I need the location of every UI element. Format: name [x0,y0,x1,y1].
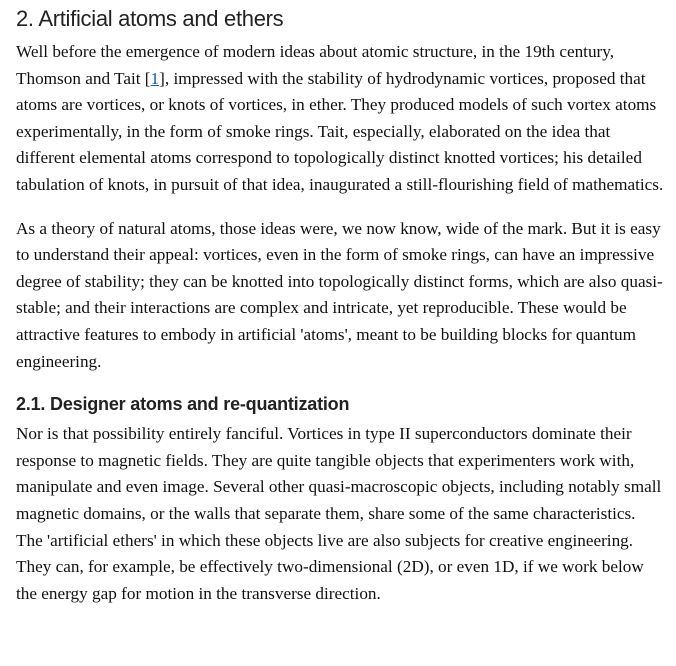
reference-link-1[interactable]: 1 [150,68,160,88]
paragraph-text-after-ref: ], impressed with the stability of hydrodynamic vortices, proposed that atoms are vortices, or knots of vortices, in ether. They produced models of such vortex atoms experimentally, in the form of smoke rings. Tait, especially, elaborated on the idea that different elemental atoms correspond to topologically distinct knotted vortices; his detailed tabulation of knots, in pursuit of that idea, inaugurated a still-flourishing field of mathematics. [16,68,664,194]
article-body [16,0,666,624]
subsection-paragraph-1: Nor is that possibility entirely fanciful. Vortices in type II superconductors dominate their response to magnetic fields. They are quite tangible objects that experimenters work with, manipulate and even image. Several other quasi-macroscopic objects, including notably small magnetic domains, or the walls that separate them, share some of the same characteristics. The 'artificial ethers' in which these objects live are also subjects for creative engineering. They can, for example, be effectively two-dimensional (2D), or even 1D, if we work below the energy gap for motion in the transverse direction. [16,424,662,603]
subsection-heading: 2.1. Designer atoms and re-quantization [16,394,350,415]
section-paragraph-2: As a theory of natural atoms, those ideas were, we now know, wide of the mark. But it is easy to understand their appeal: vortices, even in the form of smoke rings, can have an impressive degree of stability; they can be knotted into topologically distinct forms, which are also quasi-stable; and their interactions are complex and intricate, yet reproducible. These would be attractive features to embody in artificial 'atoms', meant to be building blocks for quantum engineering. [16,218,663,371]
section-heading: 2. Artificial atoms and ethers [16,6,284,31]
paragraph-text-before-ref: Well before the emergence of modern ideas about atomic structure, in the 19th century, Thomson and Tait [ [16,42,615,88]
section-paragraph-1 [16,39,666,199]
